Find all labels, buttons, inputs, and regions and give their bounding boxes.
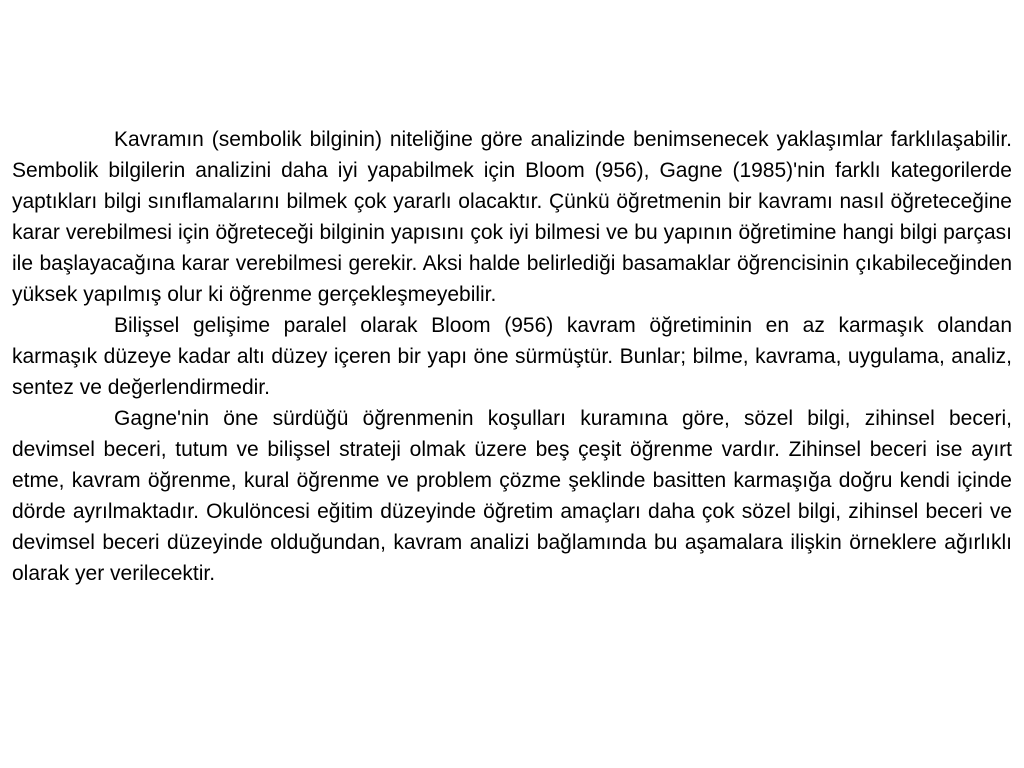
paragraph-bloom-levels: Bilişsel gelişime paralel olarak Bloom (956) kavram öğretiminin en az karmaşık olandan karmaşık düzeye kadar altı düzey içeren bir yapı öne sürmüştür. Bunlar; bilme, kavrama, uygulama, analiz, sentez ve değerlendirmedir. (12, 314, 1012, 399)
paragraph-concept-analysis: Kavramın (sembolik bilginin) niteliğine göre analizinde benimsenecek yaklaşımlar farklılaşabilir. Sembolik bilgilerin analizini daha iyi yapabilmek için Bloom (956), Gagne (1985)'nin farklı kategorilerde yaptıkları bilgi sınıflamalarını bilmek çok yararlı olacaktır. Çünkü öğretmenin bir kavramı nasıl öğreteceğine karar verebilmesi için öğreteceği bilginin yapısını çok iyi bilmesi ve bu yapının öğretimine hangi bilgi parçası ile başlayacağına karar verebilmesi gerekir. Aksi halde belirlediği basamaklar öğrencisinin çıkabileceğinden yüksek yapılmış olur ki öğrenme gerçekleşmeyebilir. (12, 128, 1012, 306)
paragraph-gagne-conditions: Gagne'nin öne sürdüğü öğrenmenin koşulları kuramına göre, sözel bilgi, zihinsel beceri, devimsel beceri, tutum ve bilişsel strateji olmak üzere beş çeşit öğrenme vardır. Zihinsel beceri ise ayırt etme, kavram öğrenme, kural öğrenme ve problem çözme şeklinde basitten karmaşığa doğru kendi içinde dörde ayrılmaktadır. Okulöncesi eğitim düzeyinde öğretim amaçları daha çok sözel bilgi, zihinsel beceri ve devimsel beceri düzeyinde olduğundan, kavram analizi bağlamında bu aşamalara ilişkin örneklere ağırlıklı olarak yer verilecektir. (12, 407, 1012, 585)
body-text (12, 124, 1012, 589)
